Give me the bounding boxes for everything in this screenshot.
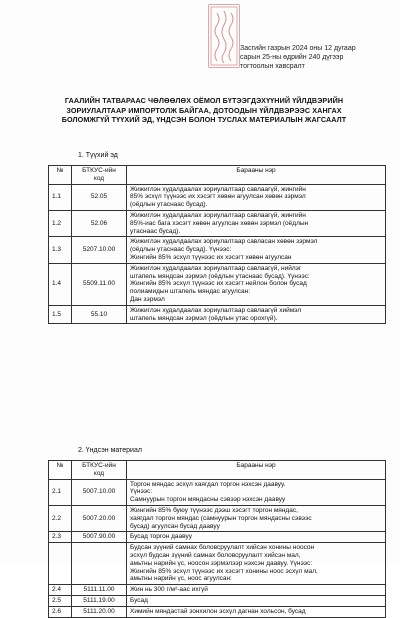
column-header-number: № xyxy=(49,461,72,480)
table-row xyxy=(49,263,386,305)
document-title xyxy=(34,96,374,125)
row-number xyxy=(49,543,72,585)
row-number: 2.1 xyxy=(49,479,72,505)
row-number: 2.5 xyxy=(49,595,72,606)
product-name xyxy=(127,305,386,324)
column-header-code-line: код xyxy=(93,174,105,182)
product-name-line: штапель мяндсан зэрмэл (оёдлын утас орохгүй). xyxy=(130,314,278,322)
row-number: 1.1 xyxy=(49,184,72,210)
product-name-line: Жингийн 85% эсхүл түүнээс их хэсэгт хөвөн агуулсан xyxy=(130,253,292,261)
stamp-seal xyxy=(208,4,240,68)
product-name-line: Жижиглэн худалдаалах зориулалтаар савлаагүй хиймэл xyxy=(130,306,302,314)
column-header-code xyxy=(72,461,127,480)
product-name xyxy=(127,263,386,305)
table-row xyxy=(49,532,386,543)
product-name-line: 85%-иас бага хэсэгт хөвөн агуулсан хөвөн зэрмэл (оёдлын xyxy=(130,219,309,227)
product-name-line: Жижиглэн худалдаалах зориулалтаар савласан хөвөн зэрмэл xyxy=(130,238,318,246)
hs-code: 5509.11.00 xyxy=(72,263,127,305)
approval-line: Засгийн газрын 2024 оны 12 дугаар xyxy=(240,45,356,52)
product-name-line: эсхүл будсан зүүний самнах боловсруулалт хийсэн мал, xyxy=(130,551,301,559)
product-name-line: Жингийн 85% буюу түүнээс дээш хэсэгт торгон мяндас, xyxy=(130,506,298,514)
column-header-code xyxy=(72,166,127,185)
product-name xyxy=(127,595,386,606)
product-name-line: Жингийн 85% эсхүл түүнээс их хэсэгт нейлон болон бусад xyxy=(130,280,307,288)
product-name xyxy=(127,585,386,596)
row-number: 2.6 xyxy=(49,606,72,617)
product-name-line: амьтны нарийн үс, ноос агуулсан: xyxy=(130,575,232,583)
approval-note xyxy=(240,44,390,71)
product-name-line: (оёдлын утаснаас бусад). Үүнээс: xyxy=(130,246,232,254)
raw-materials-table xyxy=(48,165,386,324)
product-name-line: Жижиглэн худалдаалах зориулалтаар савлаагүй, жингийн xyxy=(130,211,306,219)
product-name-line: Бусад торгон даавуу xyxy=(130,533,192,541)
product-name-line: Торгон мяндас эсхүл хаягдал торгон нэхсэн даавуу. xyxy=(130,480,286,488)
row-number: 2.2 xyxy=(49,505,72,531)
product-name-line: Жижиглэн худалдаалах зориулалтаар савлаагүй, жингийн xyxy=(130,185,306,193)
section-heading-raw-materials: 1. Түүхий эд xyxy=(78,152,118,159)
product-name xyxy=(127,543,386,585)
column-header-code-line: БТКУС-ийн xyxy=(82,167,116,174)
product-name-line: (оёдлын утаснаас бусад). xyxy=(130,201,208,209)
table-row xyxy=(49,595,386,606)
product-name-line: Самнуурын торгон мяндасны сэвээр нэхсэн даавуу xyxy=(130,496,286,504)
product-name-line: Жижиглэн худалдаалах зориулалтаар савлаагүй, нийлэг xyxy=(130,264,302,272)
product-name-line: Бусад xyxy=(130,596,148,604)
product-name-line: утаснаас бусад). xyxy=(130,227,181,235)
raw-materials-rows xyxy=(49,184,386,324)
product-name-line: бусад) агуулсан бусад даавуу xyxy=(130,522,220,530)
product-name-line: Жин нь 300 г/м²-аас ихгүй xyxy=(130,586,208,594)
hs-code: 55.10 xyxy=(72,305,127,324)
main-materials-table xyxy=(48,460,386,618)
hs-code: 5111.20.00 xyxy=(72,606,127,617)
table-row xyxy=(49,543,386,585)
approval-line: сарын 25-ны өдрийн 240 дүгээр xyxy=(240,54,344,61)
table-row xyxy=(49,210,386,236)
product-name-line: Үүнээс: xyxy=(130,488,153,496)
main-materials-rows xyxy=(49,479,386,617)
column-header-code-line: БТКУС-ийн xyxy=(82,462,116,469)
column-header-name: Барааны нэр xyxy=(127,461,386,480)
product-name-line: штапель мяндсан зэрмэл (оёдлын утаснаас бусад). Үүнээс: xyxy=(130,272,310,280)
table-row xyxy=(49,606,386,617)
product-name xyxy=(127,210,386,236)
product-name-line: 85% эсхүл түүнээс их хэсэгт хөвөн агуулсан хөвөн зэрмэл xyxy=(130,193,306,201)
title-line: БОЛОМЖГҮЙ ТҮҮХИЙ ЭД, ҮНДСЭН БОЛОН ТУСЛАХ МАТЕРИАЛЫН ЖАГСААЛТ xyxy=(61,115,347,125)
product-name-line: Дан зэрмэл xyxy=(130,295,165,303)
product-name xyxy=(127,479,386,505)
table-header-row xyxy=(49,166,386,185)
hs-code: 5007.90.00 xyxy=(72,532,127,543)
table-row xyxy=(49,305,386,324)
hs-code: 5111.11.00 xyxy=(72,585,127,596)
table-row xyxy=(49,585,386,596)
approval-line: тогтоолын хавсралт xyxy=(240,63,305,70)
column-header-name: Барааны нэр xyxy=(127,166,386,185)
hs-code: 5207.10.00 xyxy=(72,237,127,263)
row-number: 1.4 xyxy=(49,263,72,305)
hs-code: 52.05 xyxy=(72,184,127,210)
title-line: ГААЛИЙН ТАТВАРААС ЧӨЛӨӨЛӨХ ОЁМОЛ БҮТЭЭГДЭХҮҮНИЙ ҮЙЛДВЭРИЙН xyxy=(64,96,344,105)
hs-code: 5007.10.00 xyxy=(72,479,127,505)
title-line: ЗОРИУЛАЛТААР ИМПОРТОЛЖ БАЙГАА, ДОТООДЫН ҮЙЛДВЭРЭЭС ХАНГАХ xyxy=(66,105,342,115)
table-row xyxy=(49,505,386,531)
product-name-line: Химийн мяндастай зонхилон эсхүл дагнан хольсон, бусад xyxy=(130,607,306,615)
hs-code: 5111.19.00 xyxy=(72,595,127,606)
product-name-line: Будсан зүүний самнах боловсруулалт хийсэн хонины ноосон xyxy=(130,544,315,552)
table-row xyxy=(49,479,386,505)
hs-code xyxy=(72,543,127,585)
row-number: 2.4 xyxy=(49,585,72,596)
table-row xyxy=(49,237,386,263)
product-name-line: полиамидын штапель мяндас агуулсан: xyxy=(130,288,251,296)
hs-code: 5007.20.00 xyxy=(72,505,127,531)
table-header-row xyxy=(49,461,386,480)
product-name-line: амьтны нарийн үс, ноосон зэрмэлээр нэхсэн даавуу. Үүнээс: xyxy=(130,559,313,567)
product-name xyxy=(127,532,386,543)
hs-code: 52.06 xyxy=(72,210,127,236)
product-name-line: хаягдал торгон мяндас (самнуурын торгон мяндасны сэвээс xyxy=(130,514,312,522)
row-number: 2.3 xyxy=(49,532,72,543)
row-number: 1.2 xyxy=(49,210,72,236)
product-name-line: Жингийн 85% эсхүл түүнээс их хэсэгт хонины ноос эсхүл мал, xyxy=(130,567,318,575)
section-heading-main-materials: 2. Үндсэн материал xyxy=(78,447,142,454)
row-number: 1.5 xyxy=(49,305,72,324)
column-header-code-line: код xyxy=(93,469,105,477)
product-name xyxy=(127,237,386,263)
table-row xyxy=(49,184,386,210)
column-header-number: № xyxy=(49,166,72,185)
product-name xyxy=(127,606,386,617)
product-name xyxy=(127,505,386,531)
product-name xyxy=(127,184,386,210)
row-number: 1.3 xyxy=(49,237,72,263)
